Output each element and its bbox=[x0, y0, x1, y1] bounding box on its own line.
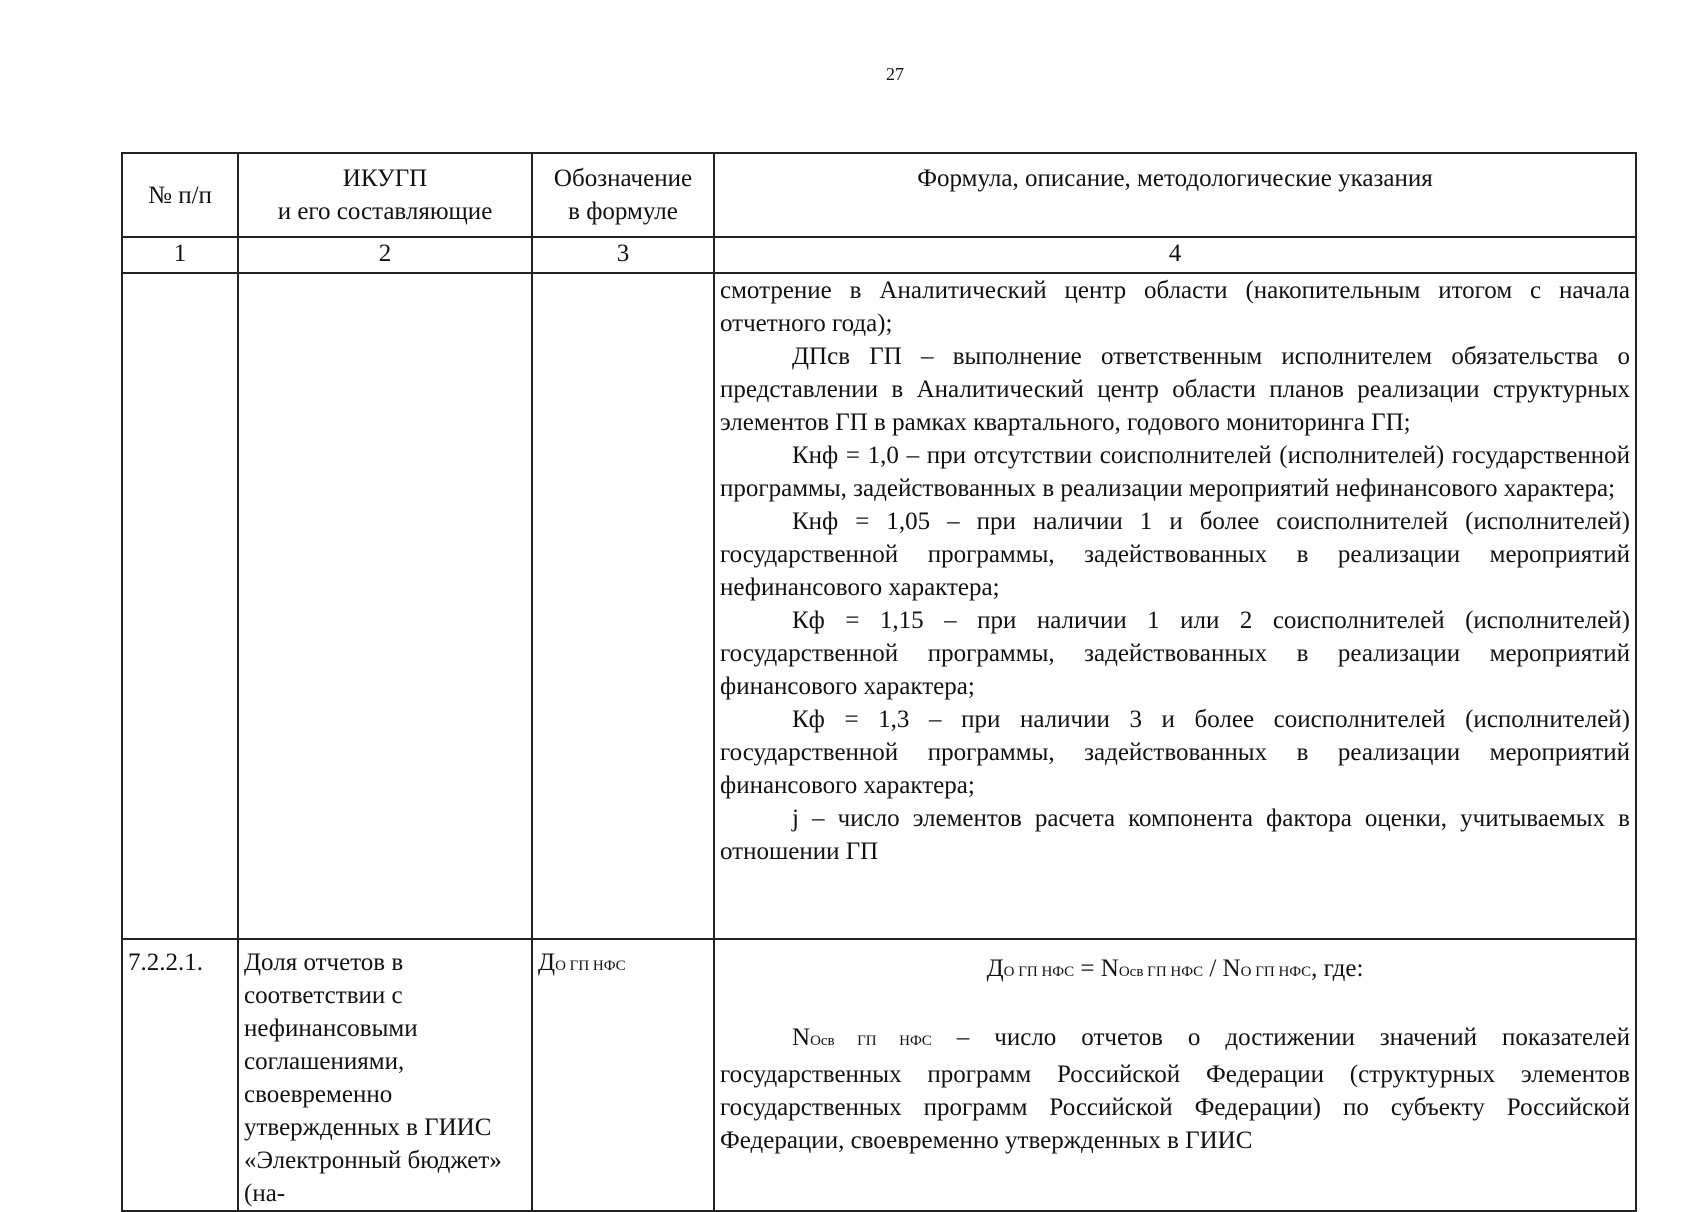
continuation-empty-1 bbox=[122, 273, 238, 939]
table-header-row bbox=[122, 153, 1636, 237]
indicator-name: Доля отчетов в соответствии с нефинансовыми соглашениями, своевременно утвержденных в ГИИС «Электронный бюджет» (на- bbox=[238, 939, 532, 1211]
continuation-description bbox=[714, 273, 1636, 939]
indicator-symbol-subscript: О ГП НФС bbox=[555, 958, 626, 974]
paragraph-5: Кф = 1,15 – при наличии 1 или 2 соисполнителей (исполнителей) государственной программы, задействованных в реализации мероприятий финансового характера; bbox=[720, 607, 1630, 700]
formula: ДО ГП НФС = NОсв ГП НФС / NО ГП НФС, где: bbox=[986, 955, 1364, 982]
header-col-symbol bbox=[532, 153, 714, 237]
paragraph-6: Кф = 1,3 – при наличии 3 и более соисполнителей (исполнителей) государственной программы, задействованных в реализации мероприятий финансового характера; bbox=[720, 706, 1630, 799]
header-col-formula: Формула, описание, методологические указания bbox=[714, 153, 1636, 237]
header-col-indicator bbox=[238, 153, 532, 237]
paragraph-7: j – число элементов расчета компонента фактора оценки, учитываемых в отношении ГП bbox=[720, 805, 1630, 865]
continuation-row bbox=[122, 273, 1636, 939]
paragraph-2: ДПсв ГП – выполнение ответственным исполнителем обязательства о представлении в Аналитический центр области планов реализации структурных элементов ГП в рамках квартального, годового мониторинга ГП; bbox=[720, 343, 1630, 436]
continuation-empty-3 bbox=[532, 273, 714, 939]
header-col-indicator-line1: ИКУГП bbox=[342, 165, 428, 192]
header-col-symbol-line1: Обозначение bbox=[553, 165, 693, 192]
header-col-indicator-line2: и его составляющие bbox=[277, 198, 493, 225]
column-number-4: 4 bbox=[714, 237, 1636, 273]
methodology-table bbox=[121, 152, 1637, 1212]
continuation-empty-2 bbox=[238, 273, 532, 939]
column-number-3: 3 bbox=[532, 237, 714, 273]
formula-variable-description: NОсв ГП НФС – число отчетов о достижении значений показателей государственных программ Российской Федерации (структурных элементов государственных программ Российской Федерации) по субъекту Российской Федерации, своевременно утвержденных в ГИИС bbox=[720, 1024, 1630, 1154]
paragraph-3: Кнф = 1,0 – при отсутствии соисполнителей (исполнителей) государственной программы, задействованных в реализации мероприятий нефинансового характера; bbox=[720, 442, 1630, 502]
column-number-1: 1 bbox=[122, 237, 238, 273]
header-col-number: № п/п bbox=[122, 153, 238, 237]
paragraph-1: смотрение в Аналитический центр области (накопительным итогом с начала отчетного года); bbox=[720, 277, 1630, 337]
column-number-row bbox=[122, 237, 1636, 273]
column-number-2: 2 bbox=[238, 237, 532, 273]
indicator-row bbox=[122, 939, 1636, 1211]
paragraph-4: Кнф = 1,05 – при наличии 1 и более соисполнителей (исполнителей) государственной программы, задействованных в реализации мероприятий нефинансового характера; bbox=[720, 508, 1630, 601]
page-number: 27 bbox=[886, 64, 904, 84]
indicator-id: 7.2.2.1. bbox=[122, 939, 238, 1211]
indicator-formula-cell bbox=[714, 939, 1636, 1211]
header-col-symbol-line2: в формуле bbox=[568, 198, 678, 225]
indicator-symbol: ДО ГП НФС bbox=[532, 939, 714, 1211]
